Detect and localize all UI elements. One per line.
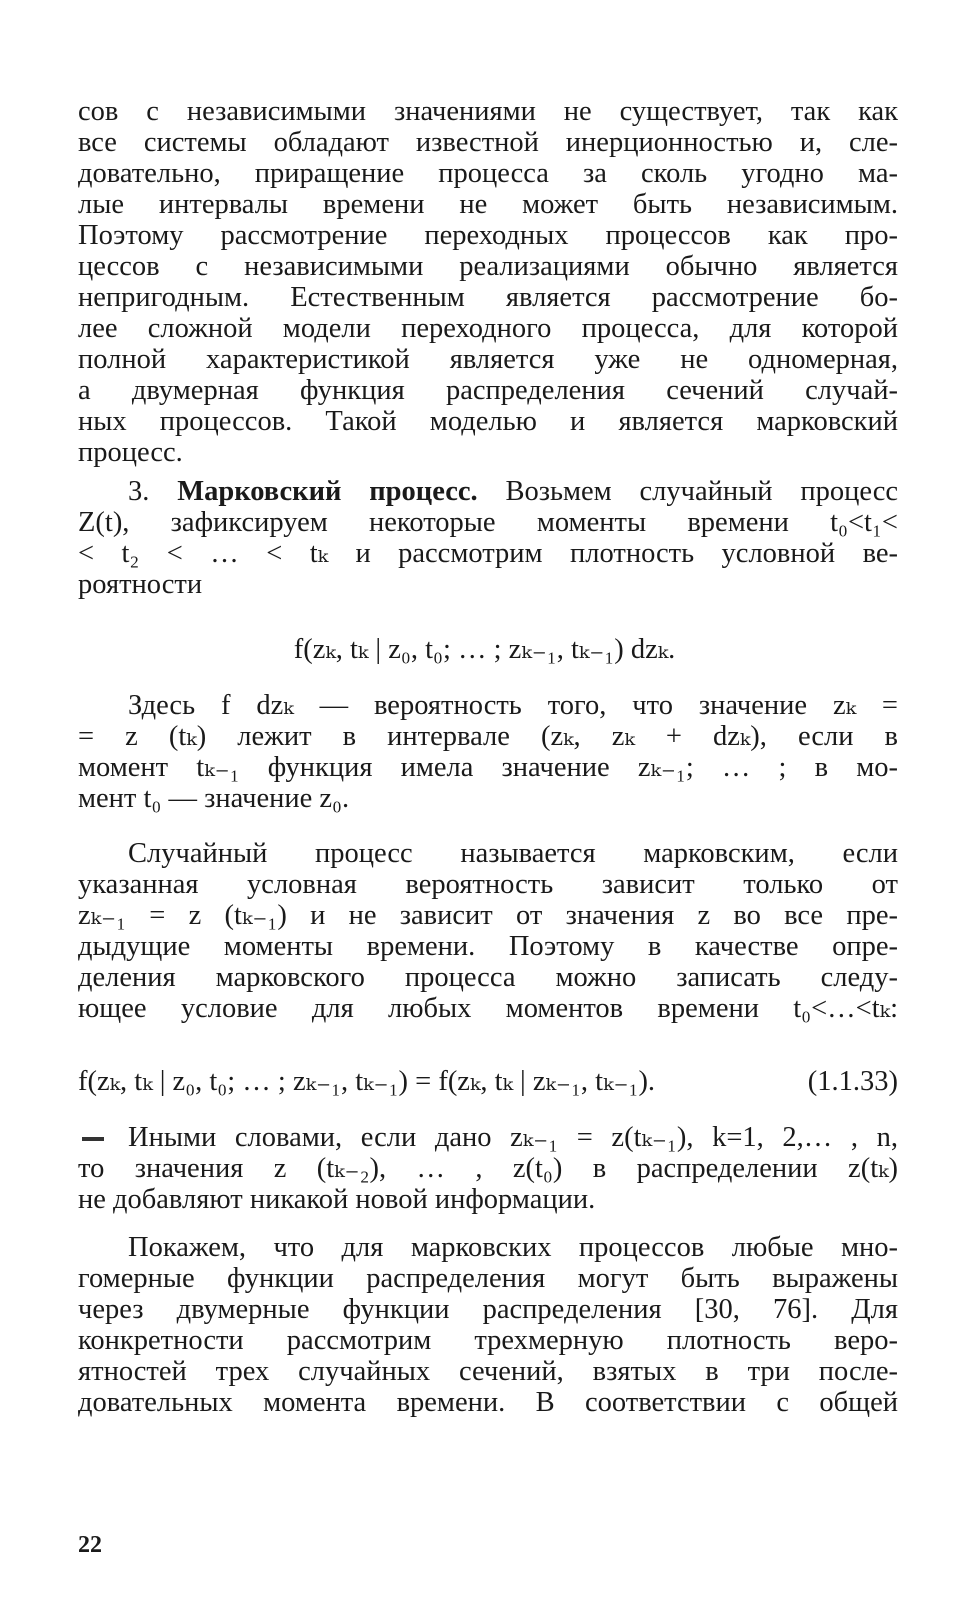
section-heading-rest: Возьмем случайный процесс [505, 476, 898, 507]
text-line: не добавляют никакой новой информации. [78, 1184, 596, 1215]
text-line: < t₂ < … < tₖ и рассмотрим плотность условной ве- [78, 538, 898, 569]
text-line: то значения z (tₖ₋₂), … , z(t₀) в распределении z(tₖ) [78, 1153, 898, 1184]
formula-conditional-density: f(zₖ, tₖ | z₀, t₀; … ; zₖ₋₁, tₖ₋₁) dzₖ. [293, 634, 676, 665]
text-line: ющее условие для любых моментов времени t₀<…<tₖ: [78, 993, 898, 1024]
equation-number: (1.1.33) [807, 1066, 898, 1097]
text-line: все системы обладают известной инерционностью и, сле- [78, 127, 898, 158]
text-line: Покажем, что для марковских процессов любые мно- [128, 1232, 898, 1263]
text-line: процесс. [78, 437, 183, 468]
text-line: указанная условная вероятность зависит только от [78, 869, 898, 900]
text-line: сов с независимыми значениями не существует, так как [78, 96, 898, 127]
text-line: дыдущие моменты времени. Поэтому в качестве опре- [78, 931, 898, 962]
text-line: лые интервалы времени не может быть независимым. [78, 189, 898, 220]
paragraph-definition [78, 690, 898, 814]
text-line: через двумерные функции распределения [30, 76]. Для [78, 1294, 898, 1325]
paragraph-in-other-words [78, 1122, 898, 1215]
text-line: Z(t), зафиксируем некоторые моменты времени t₀<t₁< [78, 507, 898, 538]
text-line: гомерные функции распределения могут быть выражены [78, 1263, 898, 1294]
text-line: роятности [78, 569, 203, 600]
section-title: Марковский процесс. [177, 476, 478, 507]
text-line: конкретности рассмотрим трехмерную плотность веро- [78, 1325, 898, 1356]
text-line: полной характеристикой является уже не одномерная, [78, 344, 898, 375]
paragraph-markov-definition [78, 838, 898, 1024]
text-line: Иными словами, если дано zₖ₋₁ = z(tₖ₋₁), k=1, 2,… , n, [128, 1122, 898, 1153]
text-line: мент t₀ — значение z₀. [78, 783, 350, 814]
text-line: момент tₖ₋₁ функция имела значение zₖ₋₁; … ; в мо- [78, 752, 898, 783]
text-line: Случайный процесс называется марковским, если [128, 838, 898, 869]
text-line: довательно, приращение процесса за сколь угодно ма- [78, 158, 898, 189]
text-line: ятностей трех случайных сечений, взятых в три после- [78, 1356, 898, 1387]
text-line: непригодным. Естественным является рассмотрение бо- [78, 282, 898, 313]
equation-1-1-33 [78, 1066, 898, 1097]
section-number: 3. [128, 476, 150, 507]
text-line: а двумерная функция распределения сечений случай- [78, 375, 898, 406]
text-line: лее сложной модели переходного процесса, для которой [78, 313, 898, 344]
text-line: ных процессов. Такой моделью и является марковский [78, 406, 898, 437]
section-heading-line [78, 476, 898, 507]
text-line: довательных момента времени. В соответствии с общей [78, 1387, 898, 1418]
text-line: цессов с независимыми реализациями обычно является [78, 251, 898, 282]
section-markov-process [78, 476, 898, 600]
text-line: zₖ₋₁ = z (tₖ₋₁) и не зависит от значения z во все пре- [78, 900, 898, 931]
text-line: Поэтому рассмотрение переходных процессов как про- [78, 220, 898, 251]
paragraph-intro [78, 96, 898, 468]
text-line: деления марковского процесса можно записать следу- [78, 962, 898, 993]
equation-body: f(zₖ, tₖ | z₀, t₀; … ; zₖ₋₁, tₖ₋₁) = f(zₖ, tₖ | zₖ₋₁, tₖ₋₁). [78, 1066, 656, 1097]
page-number: 22 [78, 1532, 102, 1558]
paragraph-show [78, 1232, 898, 1418]
text-line: Здесь f dzₖ — вероятность того, что значение zₖ = [128, 690, 898, 721]
text-line: = z (tₖ) лежит в интервале (zₖ, zₖ + dzₖ), если в [78, 721, 898, 752]
